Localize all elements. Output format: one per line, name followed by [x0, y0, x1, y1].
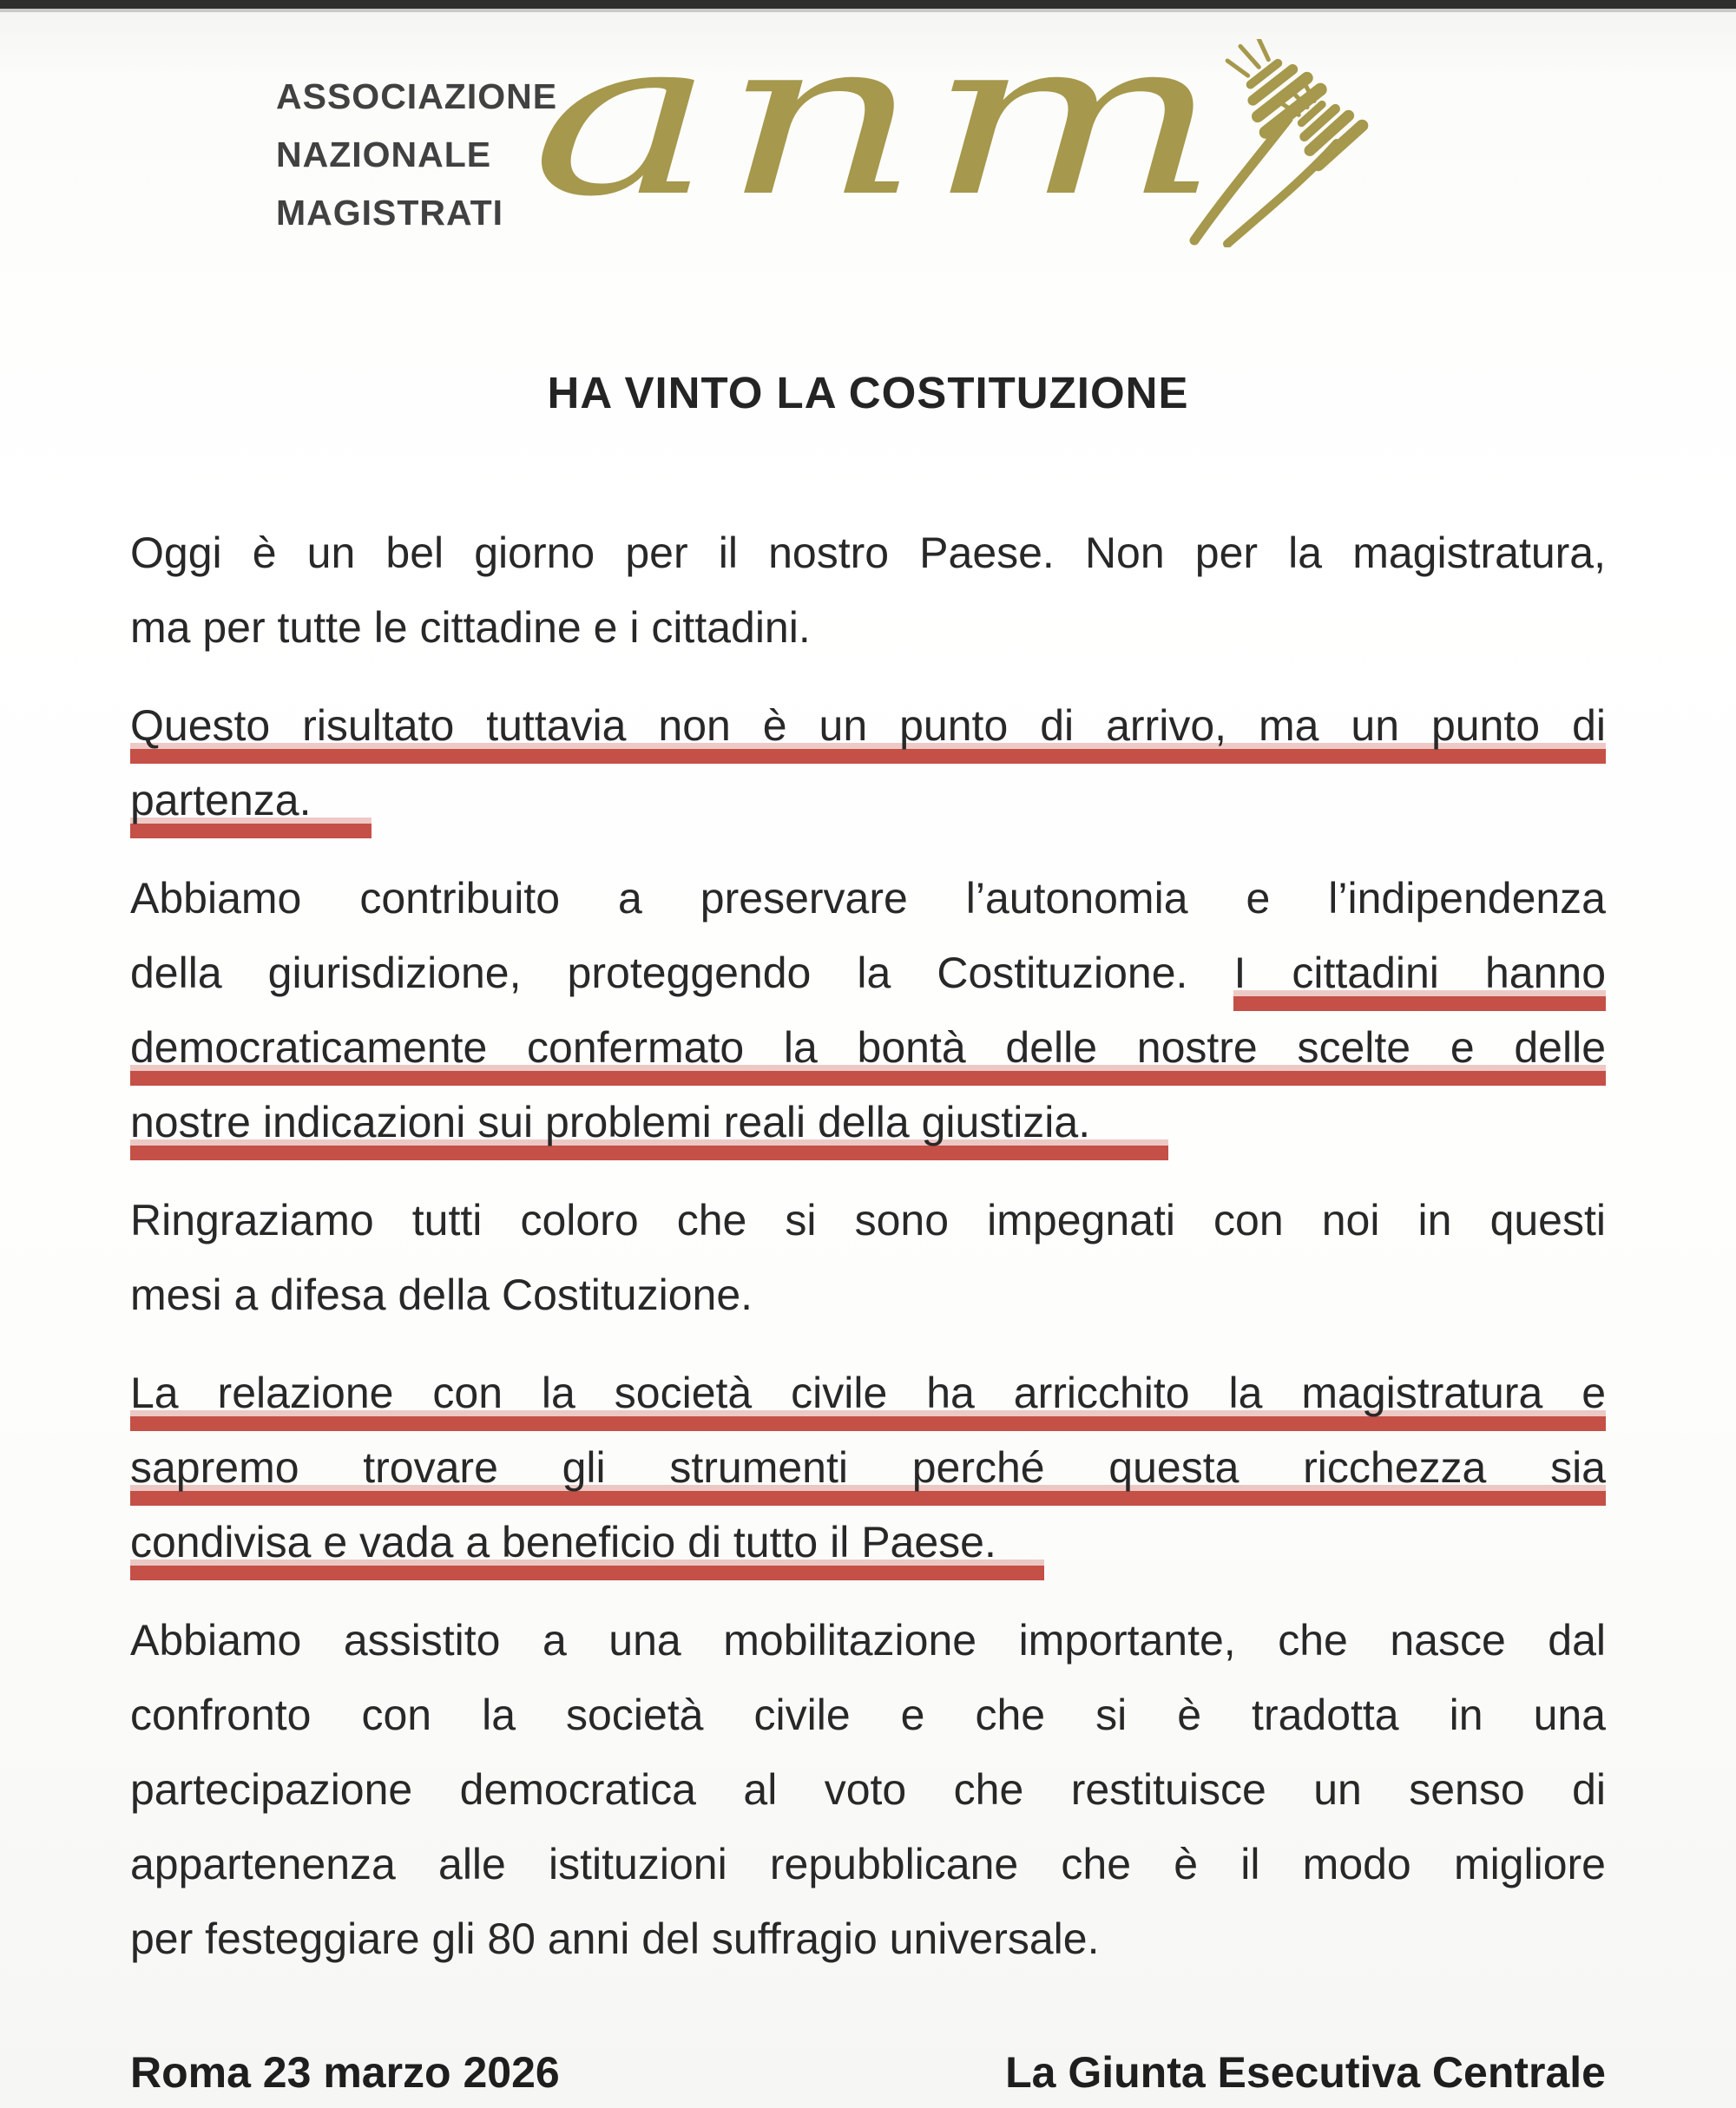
text-segment: Abbiamo contribuito a preservare l’autonomia e l’indipendenza — [130, 874, 1606, 923]
red-underlined-text: sapremo trovare gli strumenti perché questa ricchezza sia — [130, 1443, 1606, 1506]
red-underlined-text: condivisa e vada a beneficio di tutto il Paese. — [130, 1518, 1044, 1580]
text-segment: Oggi è un bel giorno per il nostro Paese. Non per la magistratura, — [130, 529, 1606, 577]
text-segment: appartenenza alle istituzioni repubblicane che è il modo migliore — [130, 1840, 1606, 1888]
text-line — [130, 861, 1606, 936]
text-segment: ma per tutte le cittadine e i cittadini. — [130, 603, 811, 652]
paragraph — [130, 688, 1606, 837]
red-underlined-text: I cittadini hanno — [1233, 949, 1606, 1011]
text-segment: confronto con la società civile e che si è tradotta in una — [130, 1691, 1606, 1739]
text-segment: Ringraziamo tutti coloro che si sono impegnati con noi in questi — [130, 1196, 1606, 1244]
text-segment: mesi a difesa della Costituzione. — [130, 1271, 753, 1319]
text-line — [130, 688, 1606, 763]
org-name-line-2: NAZIONALE — [276, 135, 492, 174]
document-body — [130, 516, 1606, 1976]
text-line — [130, 1356, 1606, 1430]
red-underlined-text: partenza. — [130, 776, 372, 838]
org-name-block — [276, 68, 557, 242]
text-segment: della giurisdizione, proteggendo la Costituzione. — [130, 949, 1234, 997]
text-line — [130, 936, 1606, 1010]
paragraph — [130, 861, 1606, 1159]
text-line — [130, 1258, 1606, 1332]
text-line — [130, 1183, 1606, 1258]
text-line — [130, 1827, 1606, 1901]
text-line — [130, 1085, 1606, 1159]
red-underlined-text: Questo risultato tuttavia non è un punto di arrivo, ma un punto di — [130, 701, 1606, 764]
text-line — [130, 1010, 1606, 1085]
footer-date: Roma 23 marzo 2026 — [130, 2048, 560, 2097]
text-line — [130, 1752, 1606, 1827]
red-underlined-text: nostre indicazioni sui problemi reali della giustizia. — [130, 1098, 1168, 1160]
paragraph — [130, 1183, 1606, 1332]
text-segment: Abbiamo assistito a una mobilitazione importante, che nasce dal — [130, 1616, 1606, 1665]
text-segment: partecipazione democratica al voto che restituisce un senso di — [130, 1765, 1606, 1814]
paragraph — [130, 1603, 1606, 1976]
document-title: HA VINTO LA COSTITUZIONE — [547, 368, 1189, 417]
text-line — [130, 1678, 1606, 1752]
document-footer — [130, 2047, 1606, 2098]
text-segment: per festeggiare gli 80 anni del suffragio universale. — [130, 1914, 1100, 1963]
text-line — [130, 516, 1606, 590]
wheat-ears-icon — [1182, 39, 1369, 247]
paragraph — [130, 1356, 1606, 1579]
text-line — [130, 590, 1606, 665]
footer-signature: La Giunta Esecutiva Centrale — [1005, 2048, 1606, 2097]
anm-logo-header — [130, 0, 1606, 256]
paragraph — [130, 516, 1606, 665]
text-line — [130, 1430, 1606, 1505]
text-line — [130, 1901, 1606, 1976]
org-name-line-3: MAGISTRATI — [276, 193, 504, 233]
org-name-line-1: ASSOCIAZIONE — [276, 76, 558, 116]
red-underlined-text: democraticamente confermato la bontà delle nostre scelte e delle — [130, 1023, 1606, 1086]
anm-wordmark: anm — [531, 0, 1228, 244]
red-underlined-text: La relazione con la società civile ha arricchito la magistratura e — [130, 1369, 1606, 1431]
text-line — [130, 1603, 1606, 1678]
text-line — [130, 1505, 1606, 1579]
text-line — [130, 763, 1606, 837]
